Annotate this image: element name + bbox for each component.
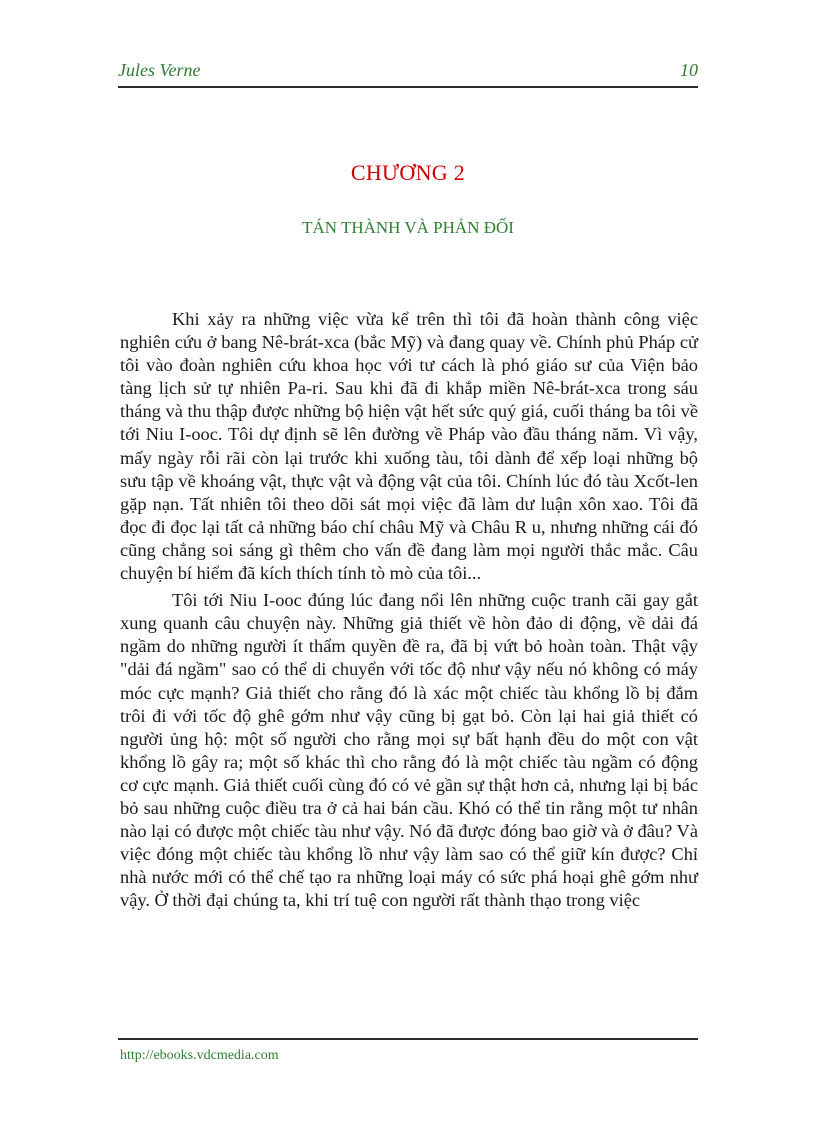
page-number: 10 bbox=[680, 60, 698, 80]
paragraph: Tôi tới Niu I-ooc đúng lúc đang nổi lên những cuộc tranh cãi gay gắt xung quanh câu chuyện này. Những giả thiết về hòn đảo di động, về dải đá ngầm do những người ít thẩm quyền đề ra, đã bị vứt bỏ hoàn toàn. Thật vậy "dải đá ngầm" sao có thể di chuyển với tốc độ như vậy nếu nó không có máy móc cực mạnh? Giả thiết cho rằng đó là xác một chiếc tàu khổng lồ bị đắm trôi đi với tốc độ ghê gớm như vậy cũng bị gạt bỏ. Còn lại hai giả thiết có người ủng hộ: một số người cho rằng mọi sự bất hạnh đều do một con vật khổng lồ gây ra; một số khác thì cho rằng đó là một chiếc tàu ngầm có động cơ cực mạnh. Giả thiết cuối cùng đó có vẻ gần sự thật hơn cả, nhưng lại bị bác bỏ sau những cuộc điều tra ở cả hai bán cầu. Khó có thể tin rằng một tư nhân nào lại có được một chiếc tàu như vậy. Nó đã được đóng bao giờ và ở đâu? Và việc đóng một chiếc tàu khổng lồ như vậy làm sao có thể giữ kín được? Chỉ nhà nước mới có thể chế tạo ra những loại máy có sức phá hoại ghê gớm như vậy. Ở thời đại chúng ta, khi trí tuệ con người rất thành thạo trong việc bbox=[120, 590, 698, 911]
footer-url-link[interactable]: http://ebooks.vdcmedia.com bbox=[120, 1048, 279, 1063]
header-author: Jules Verne bbox=[118, 60, 201, 80]
page-footer bbox=[118, 1038, 698, 1063]
chapter-subtitle: TÁN THÀNH VÀ PHẢN ĐỐI bbox=[302, 218, 514, 237]
page-header bbox=[118, 60, 698, 88]
paragraph: Khi xảy ra những việc vừa kể trên thì tôi đã hoàn thành công việc nghiên cứu ở bang Nê-brát-xca (bắc Mỹ) và đang quay về. Chính phủ Pháp cử tôi vào đoàn nghiên cứu khoa học với tư cách là phó giáo sư của Viện bảo tàng lịch sử tự nhiên Pa-ri. Sau khi đã đi khắp miền Nê-brát-xca trong sáu tháng và thu thập được những bộ hiện vật hết sức quý giá, cuối tháng ba tôi về tới Niu I-ooc. Tôi dự định sẽ lên đường về Pháp vào đầu tháng năm. Vì vậy, mấy ngày rỗi rãi còn lại trước khi xuống tàu, tôi dành để xếp loại những bộ sưu tập về khoáng vật, thực vật và động vật của tôi. Chính lúc đó tàu Xcốt-len gặp nạn. Tất nhiên tôi theo dõi sát mọi việc đã làm dư luận xôn xao. Tôi đã đọc đi đọc lại tất cả những báo chí châu Mỹ và Châu R u, nhưng những cái đó cũng chẳng soi sáng gì thêm cho vấn đề đang làm mọi người thắc mắc. Câu chuyện bí hiểm đã kích thích tính tò mò của tôi... bbox=[120, 309, 698, 584]
chapter-title: CHƯƠNG 2 bbox=[350, 160, 466, 185]
body-text bbox=[120, 308, 698, 916]
